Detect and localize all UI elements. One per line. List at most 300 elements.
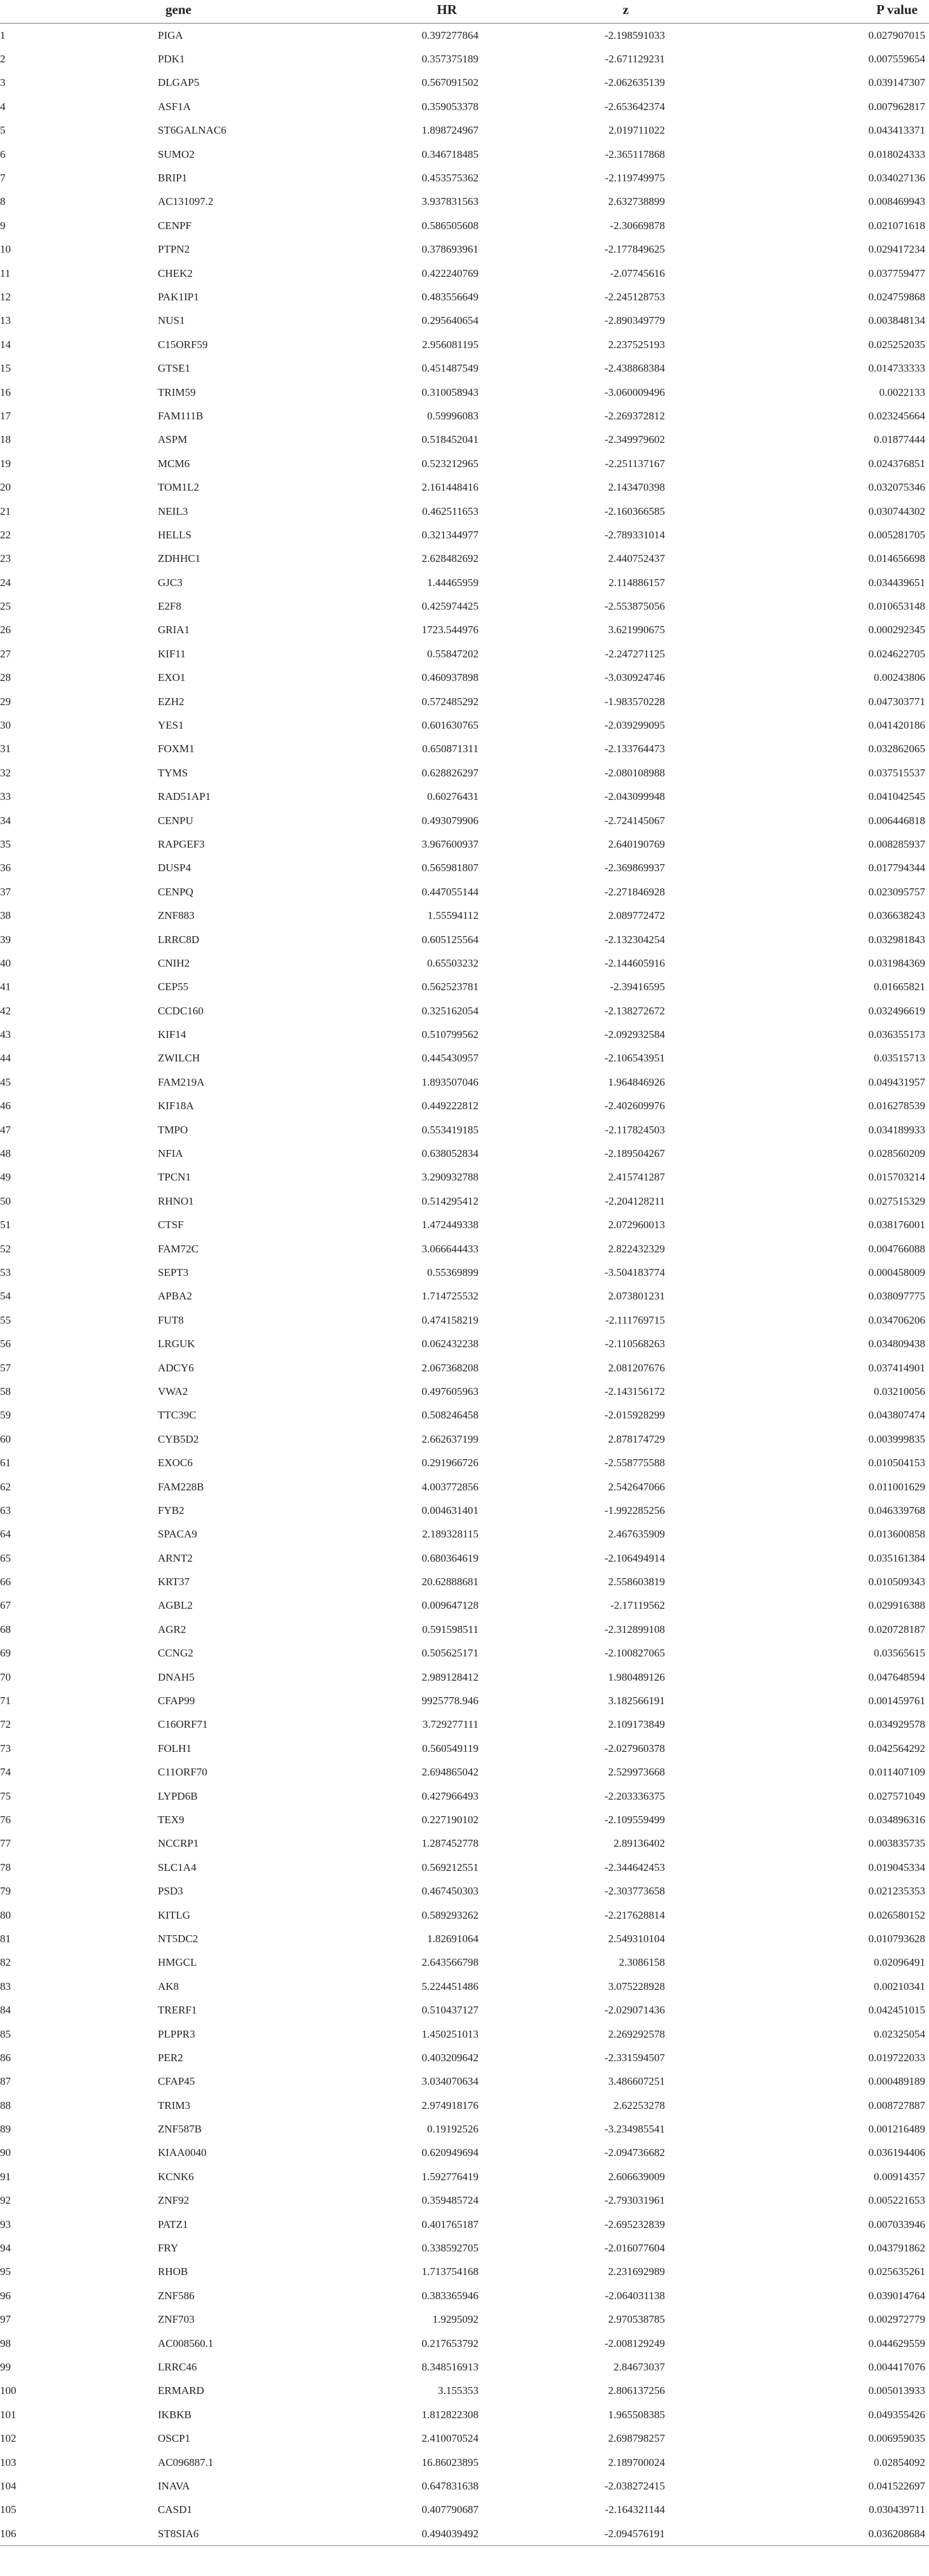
cell-index: 98 — [0, 2337, 11, 2349]
table-row — [0, 2094, 929, 2117]
cell-p-value: 0.017794344 — [868, 862, 925, 874]
cell-gene: RHNO1 — [158, 1194, 194, 1207]
cell-z: 3.486607251 — [608, 2075, 665, 2088]
cell-hr: 0.567091502 — [421, 76, 478, 89]
cell-p-value: 0.043807474 — [868, 1409, 925, 1422]
cell-z: -2.251137167 — [604, 457, 665, 470]
cell-gene: SUMO2 — [158, 148, 195, 160]
cell-hr: 0.589293262 — [421, 1908, 478, 1921]
cell-z: 2.114886157 — [608, 576, 665, 589]
cell-p-value: 0.025635261 — [868, 2265, 925, 2278]
cell-z: -2.365117868 — [604, 148, 665, 160]
cell-z: 2.231692989 — [608, 2265, 665, 2278]
cell-gene: ASPM — [158, 433, 188, 446]
cell-p-value: 0.007962817 — [868, 100, 925, 113]
cell-z: -2.890349779 — [604, 314, 665, 327]
header-p-value: P value — [711, 0, 929, 24]
cell-hr: 16.86023895 — [421, 2456, 478, 2468]
cell-index: 70 — [0, 1670, 11, 1683]
cell-gene: CCNG2 — [158, 1647, 193, 1660]
table-row — [0, 2189, 929, 2213]
cell-gene: AGR2 — [158, 1623, 186, 1635]
cell-gene: SLC1A4 — [158, 1861, 197, 1873]
cell-index: 27 — [0, 647, 11, 660]
cell-hr: 1.9295092 — [432, 2313, 478, 2326]
cell-z: -2.695232839 — [604, 2218, 665, 2230]
cell-gene: ASF1A — [158, 100, 191, 113]
cell-hr: 0.572485292 — [421, 695, 478, 708]
cell-gene: TMPO — [158, 1123, 188, 1136]
cell-hr: 3.290932788 — [421, 1171, 478, 1184]
cell-index: 46 — [0, 1100, 11, 1112]
cell-hr: 1.713754168 — [421, 2265, 478, 2278]
cell-index: 77 — [0, 1837, 11, 1850]
cell-z: -2.164321144 — [604, 2503, 665, 2516]
cell-hr: 0.445430957 — [421, 1052, 478, 1065]
cell-p-value: 0.014656698 — [868, 552, 925, 565]
cell-hr: 3.066644433 — [421, 1242, 478, 1255]
table-row — [0, 333, 929, 356]
table-row — [0, 2308, 929, 2332]
cell-p-value: 0.011407109 — [869, 1766, 925, 1779]
cell-p-value: 0.00914357 — [874, 2170, 925, 2183]
cell-gene: OSCP1 — [158, 2432, 191, 2445]
cell-gene: KIF14 — [158, 1028, 186, 1041]
cell-z: 2.529973668 — [608, 1766, 665, 1779]
cell-hr: 0.346718485 — [421, 148, 478, 160]
cell-z: -2.269372812 — [604, 409, 665, 422]
cell-index: 64 — [0, 1528, 11, 1541]
cell-hr: 0.510799562 — [421, 1028, 478, 1041]
table-row — [0, 262, 929, 285]
cell-hr: 0.494039492 — [298, 2522, 482, 2546]
cell-z: 2.640190769 — [608, 837, 665, 850]
cell-z: -2.369869937 — [604, 862, 665, 874]
cell-p-value: 0.03210056 — [874, 1385, 925, 1397]
cell-gene: ARNT2 — [158, 1551, 193, 1564]
cell-index: 12 — [0, 290, 11, 303]
cell-p-value: 0.034929578 — [868, 1718, 925, 1731]
cell-hr: 0.508246458 — [421, 1409, 478, 1422]
cell-hr: 0.401765187 — [421, 2218, 478, 2230]
cell-gene: AC008560.1 — [158, 2337, 214, 2349]
table-row — [0, 143, 929, 166]
cell-gene: GTSE1 — [158, 362, 190, 375]
table-row — [0, 1214, 929, 1237]
cell-p-value: 0.018024333 — [868, 148, 925, 160]
cell-index: 106 — [0, 2522, 158, 2546]
cell-index: 67 — [0, 1599, 11, 1612]
cell-index: 88 — [0, 2099, 11, 2111]
table-row — [0, 713, 929, 737]
cell-z: -2.344642453 — [604, 1861, 665, 1873]
cell-p-value: 0.010509343 — [868, 1576, 925, 1588]
table-row — [0, 404, 929, 428]
table-row — [0, 1903, 929, 1927]
cell-z: 2.189700024 — [608, 2456, 665, 2468]
cell-gene: FOLH1 — [158, 1742, 192, 1754]
cell-z: -2.117824503 — [604, 1123, 665, 1136]
cell-hr: 0.403209642 — [421, 2051, 478, 2064]
cell-z: -2.247271125 — [604, 647, 665, 660]
cell-hr: 0.291966726 — [421, 1457, 478, 1469]
table-row — [0, 2379, 929, 2403]
cell-index: 55 — [0, 1313, 11, 1326]
cell-z: 3.621990675 — [608, 624, 665, 636]
cell-z: -2.217628814 — [604, 1908, 665, 1921]
cell-z: -2.144605916 — [604, 956, 665, 969]
cell-z: 2.3086158 — [618, 1956, 665, 1969]
table-row — [0, 309, 929, 333]
cell-gene: ST8SIA6 — [158, 2522, 298, 2546]
cell-index: 22 — [0, 528, 11, 541]
cell-index: 69 — [0, 1647, 11, 1660]
cell-hr: 0.449222812 — [421, 1100, 478, 1112]
cell-gene: CTSF — [158, 1219, 184, 1231]
cell-p-value: 0.000458009 — [868, 1266, 925, 1278]
cell-hr: 1.82691064 — [427, 1932, 478, 1945]
cell-gene: TRERF1 — [158, 2004, 197, 2017]
table-row — [0, 1737, 929, 1760]
cell-p-value: 0.00243806 — [874, 671, 925, 684]
cell-p-value: 0.024622705 — [868, 647, 925, 660]
cell-p-value: 0.034706206 — [868, 1313, 925, 1326]
cell-index: 83 — [0, 1980, 11, 1992]
cell-hr: 3.729277111 — [423, 1718, 478, 1731]
cell-gene: E2F8 — [158, 600, 181, 613]
cell-index: 29 — [0, 695, 11, 708]
cell-gene: FRY — [158, 2242, 179, 2255]
table-row — [0, 1047, 929, 1070]
cell-hr: 2.974918176 — [421, 2099, 478, 2111]
cell-gene: LRRC46 — [158, 2360, 197, 2373]
cell-hr: 0.518452041 — [421, 433, 478, 446]
cell-z: -2.671129231 — [604, 53, 665, 66]
cell-z: 2.62253278 — [613, 2099, 665, 2111]
cell-hr: 0.378693961 — [421, 243, 478, 256]
cell-gene: HMGCL — [158, 1956, 197, 1969]
cell-gene: CFAP45 — [158, 2075, 195, 2088]
cell-z: 2.109173849 — [608, 1718, 665, 1731]
table-row — [0, 547, 929, 571]
cell-gene: PLPPR3 — [158, 2027, 195, 2040]
table-row — [0, 1142, 929, 1165]
cell-z: -2.110568263 — [604, 1338, 665, 1350]
cell-index: 103 — [0, 2456, 17, 2468]
table-row — [0, 523, 929, 547]
cell-index: 7 — [0, 172, 6, 185]
cell-index: 76 — [0, 1813, 11, 1826]
table-row — [0, 1380, 929, 1403]
cell-gene: VWA2 — [158, 1385, 188, 1397]
table-row — [0, 1070, 929, 1094]
cell-hr: 0.357375189 — [421, 53, 478, 66]
table-row — [0, 1761, 929, 1784]
table-row — [0, 1356, 929, 1380]
cell-gene: KIAA0040 — [158, 2146, 207, 2159]
table-row — [0, 785, 929, 809]
cell-p-value: 0.037759477 — [868, 267, 925, 279]
cell-gene: ZNF703 — [158, 2313, 195, 2326]
cell-gene: LRGUK — [158, 1338, 195, 1350]
cell-index: 3 — [0, 76, 6, 89]
cell-p-value: 0.038097775 — [868, 1290, 925, 1303]
cell-z: -2.016077604 — [604, 2242, 665, 2255]
cell-p-value: 0.037414901 — [868, 1361, 925, 1374]
cell-p-value: 0.036194406 — [868, 2146, 925, 2159]
cell-z: 2.237525193 — [608, 338, 665, 351]
cell-z: 2.558603819 — [608, 1576, 665, 1588]
cell-p-value: 0.030744302 — [868, 505, 925, 517]
cell-p-value: 0.023245664 — [868, 409, 925, 422]
cell-index: 102 — [0, 2432, 17, 2445]
cell-gene: PAK1IP1 — [158, 290, 199, 303]
cell-z: -1.983570228 — [604, 695, 665, 708]
cell-hr: 9925778.946 — [421, 1695, 478, 1707]
table-row — [0, 2498, 929, 2522]
cell-index: 9 — [0, 219, 6, 232]
cell-hr: 4.003772856 — [421, 1480, 478, 1493]
cell-gene: PTPN2 — [158, 243, 190, 256]
cell-p-value: 0.003835735 — [868, 1837, 925, 1850]
table-row — [0, 1856, 929, 1879]
table-row — [0, 1189, 929, 1213]
table-row — [0, 166, 929, 190]
cell-hr: 2.694865042 — [421, 1766, 478, 1779]
cell-z: -2.092932584 — [604, 1028, 665, 1041]
cell-index: 1 — [0, 29, 6, 41]
cell-index: 51 — [0, 1219, 11, 1231]
cell-p-value: 0.043413371 — [868, 124, 925, 137]
cell-p-value: 0.043791862 — [868, 2242, 925, 2255]
table-row — [0, 1285, 929, 1308]
header-gene: gene — [158, 0, 298, 24]
cell-p-value: 0.005013933 — [868, 2384, 925, 2397]
cell-hr: 0.601630765 — [421, 719, 478, 732]
table-row — [0, 642, 929, 666]
cell-gene: SPACA9 — [158, 1528, 197, 1541]
cell-hr: 20.62888681 — [421, 1576, 478, 1588]
table-row — [0, 619, 929, 642]
table-row — [0, 381, 929, 404]
cell-hr: 0.451487549 — [421, 362, 478, 375]
table-row — [0, 2117, 929, 2141]
cell-index: 61 — [0, 1457, 11, 1469]
cell-z: 2.878174729 — [608, 1432, 665, 1445]
table-row — [0, 2260, 929, 2284]
table-row — [0, 951, 929, 975]
cell-z: -2.094576191 — [482, 2522, 711, 2546]
cell-hr: 0.650871311 — [422, 743, 478, 755]
cell-index: 84 — [0, 2004, 11, 2017]
table-row — [0, 1475, 929, 1499]
table-row — [0, 809, 929, 832]
cell-p-value: 0.03515713 — [874, 1052, 925, 1065]
cell-hr: 0.65503232 — [427, 956, 478, 969]
cell-hr: 0.565981807 — [421, 862, 478, 874]
table-row — [0, 428, 929, 452]
cell-hr: 0.510437127 — [421, 2004, 478, 2017]
table-row — [0, 2070, 929, 2094]
cell-hr: 2.410070524 — [421, 2432, 478, 2445]
cell-hr: 0.425974425 — [421, 600, 478, 613]
table-row — [0, 71, 929, 95]
cell-z: -2.653642374 — [604, 100, 665, 113]
cell-p-value: 0.016278539 — [868, 1100, 925, 1112]
cell-z: 2.698798257 — [608, 2432, 665, 2445]
cell-index: 62 — [0, 1480, 11, 1493]
table-row — [0, 928, 929, 951]
cell-hr: 0.505625171 — [421, 1647, 478, 1660]
cell-index: 13 — [0, 314, 11, 327]
cell-p-value: 0.007033946 — [868, 2218, 925, 2230]
table-row — [0, 976, 929, 999]
cell-gene: LRRC8D — [158, 933, 200, 946]
cell-gene: IKBKB — [158, 2408, 192, 2421]
cell-p-value: 0.031984369 — [868, 956, 925, 969]
table-row — [0, 1642, 929, 1665]
cell-p-value: 0.046339768 — [868, 1504, 925, 1516]
cell-p-value: 0.003999835 — [868, 1432, 925, 1445]
cell-index: 16 — [0, 386, 11, 398]
cell-p-value: 0.0022133 — [879, 386, 925, 398]
cell-index: 99 — [0, 2360, 11, 2373]
cell-p-value: 0.021235353 — [868, 1885, 925, 1898]
cell-z: 2.081207676 — [608, 1361, 665, 1374]
cell-p-value: 0.032496619 — [868, 1004, 925, 1017]
table-row — [0, 2022, 929, 2046]
cell-gene: TTC39C — [158, 1409, 197, 1422]
table-row — [0, 2236, 929, 2260]
cell-gene: ADCY6 — [158, 1361, 194, 1374]
cell-p-value: 0.024759868 — [868, 290, 925, 303]
cell-hr: 0.569212551 — [421, 1861, 478, 1873]
cell-p-value: 0.013600858 — [868, 1528, 925, 1541]
cell-index: 96 — [0, 2289, 11, 2302]
cell-z: -2.064031138 — [604, 2289, 665, 2302]
table-row — [0, 2522, 929, 2546]
cell-index: 50 — [0, 1194, 11, 1207]
cell-gene: EXOC6 — [158, 1457, 193, 1469]
cell-hr: 1.592776419 — [421, 2170, 478, 2183]
cell-gene: NUS1 — [158, 314, 185, 327]
table-row — [0, 2451, 929, 2474]
cell-hr: 0.338592705 — [421, 2242, 478, 2255]
cell-hr: 3.155353 — [438, 2384, 478, 2397]
cell-p-value: 0.049431957 — [868, 1075, 925, 1088]
cell-z: -2.438868384 — [604, 362, 665, 375]
cell-hr: 2.067368208 — [421, 1361, 478, 1374]
cell-gene: INAVA — [158, 2479, 190, 2492]
cell-index: 68 — [0, 1623, 11, 1635]
cell-z: -3.504183774 — [604, 1266, 665, 1278]
cell-z: 1.964846926 — [608, 1075, 665, 1088]
cell-index: 87 — [0, 2075, 11, 2088]
cell-p-value: 0.025252035 — [868, 338, 925, 351]
cell-index: 75 — [0, 1789, 11, 1802]
cell-gene: APBA2 — [158, 1290, 192, 1303]
cell-p-value: 0.041420186 — [868, 719, 925, 732]
cell-gene: GRIA1 — [158, 624, 190, 636]
table-row — [0, 738, 929, 761]
cell-index: 17 — [0, 409, 11, 422]
cell-p-value: 0.039014764 — [868, 2289, 925, 2302]
cell-z: -2.027960378 — [604, 1742, 665, 1754]
table-row — [0, 1927, 929, 1950]
cell-z: 2.440752437 — [608, 552, 665, 565]
cell-z: -2.245128753 — [604, 290, 665, 303]
cell-z: 1.965508385 — [608, 2408, 665, 2421]
cell-index: 21 — [0, 505, 11, 517]
cell-hr: 3.937831563 — [421, 195, 478, 208]
cell-hr: 0.620949694 — [421, 2146, 478, 2159]
cell-hr: 1723.544976 — [421, 624, 478, 636]
cell-index: 37 — [0, 885, 11, 898]
cell-z: -2.30669878 — [610, 219, 665, 232]
cell-index: 28 — [0, 671, 11, 684]
cell-gene: AGBL2 — [158, 1599, 193, 1612]
cell-z: -2.132304254 — [604, 933, 665, 946]
cell-hr: 0.310058943 — [421, 386, 478, 398]
cell-p-value: 0.032981843 — [868, 933, 925, 946]
cell-hr: 0.383365946 — [421, 2289, 478, 2302]
cell-p-value: 0.028560209 — [868, 1147, 925, 1160]
table-row — [0, 1879, 929, 1903]
cell-hr: 0.591598511 — [422, 1623, 478, 1635]
cell-index: 24 — [0, 576, 11, 589]
cell-index: 42 — [0, 1004, 11, 1017]
cell-z: -2.106543951 — [604, 1052, 665, 1065]
cell-p-value: 0.037515537 — [868, 766, 925, 779]
cell-hr: 1.898724967 — [421, 124, 478, 137]
cell-p-value: 0.019045334 — [868, 1861, 925, 1873]
cell-gene: ZNF587B — [158, 2123, 202, 2136]
cell-p-value: 0.010653148 — [868, 600, 925, 613]
cell-z: -2.204128211 — [604, 1194, 665, 1207]
cell-index: 25 — [0, 600, 11, 613]
cell-z: 3.075228928 — [608, 1980, 665, 1992]
cell-p-value: 0.000489189 — [868, 2075, 925, 2088]
table-row — [0, 356, 929, 380]
cell-hr: 8.348516913 — [421, 2360, 478, 2373]
table-row — [0, 1665, 929, 1689]
cell-index: 43 — [0, 1028, 11, 1041]
cell-gene: TRIM3 — [158, 2099, 190, 2111]
cell-index: 6 — [0, 148, 6, 160]
cell-hr: 2.956081195 — [422, 338, 478, 351]
cell-hr: 1.893507046 — [421, 1075, 478, 1088]
cell-hr: 0.474158219 — [421, 1313, 478, 1326]
cell-z: -2.271846928 — [604, 885, 665, 898]
cell-gene: NEIL3 — [158, 505, 188, 517]
cell-index: 94 — [0, 2242, 11, 2255]
cell-index: 45 — [0, 1075, 11, 1088]
cell-z: 2.89136402 — [613, 1837, 665, 1850]
table-row — [0, 2141, 929, 2165]
table-row — [0, 1427, 929, 1451]
cell-index: 85 — [0, 2027, 11, 2040]
cell-gene: ST6GALNAC6 — [158, 124, 227, 137]
cell-gene: KCNK6 — [158, 2170, 194, 2183]
cell-z: -2.109559499 — [604, 1813, 665, 1826]
cell-index: 49 — [0, 1171, 11, 1184]
cell-index: 38 — [0, 909, 11, 922]
cell-gene: YES1 — [158, 719, 184, 732]
cell-z: 2.542647066 — [608, 1480, 665, 1493]
table-row — [0, 1095, 929, 1118]
cell-gene: CEP55 — [158, 981, 189, 993]
cell-gene: DUSP4 — [158, 862, 191, 874]
